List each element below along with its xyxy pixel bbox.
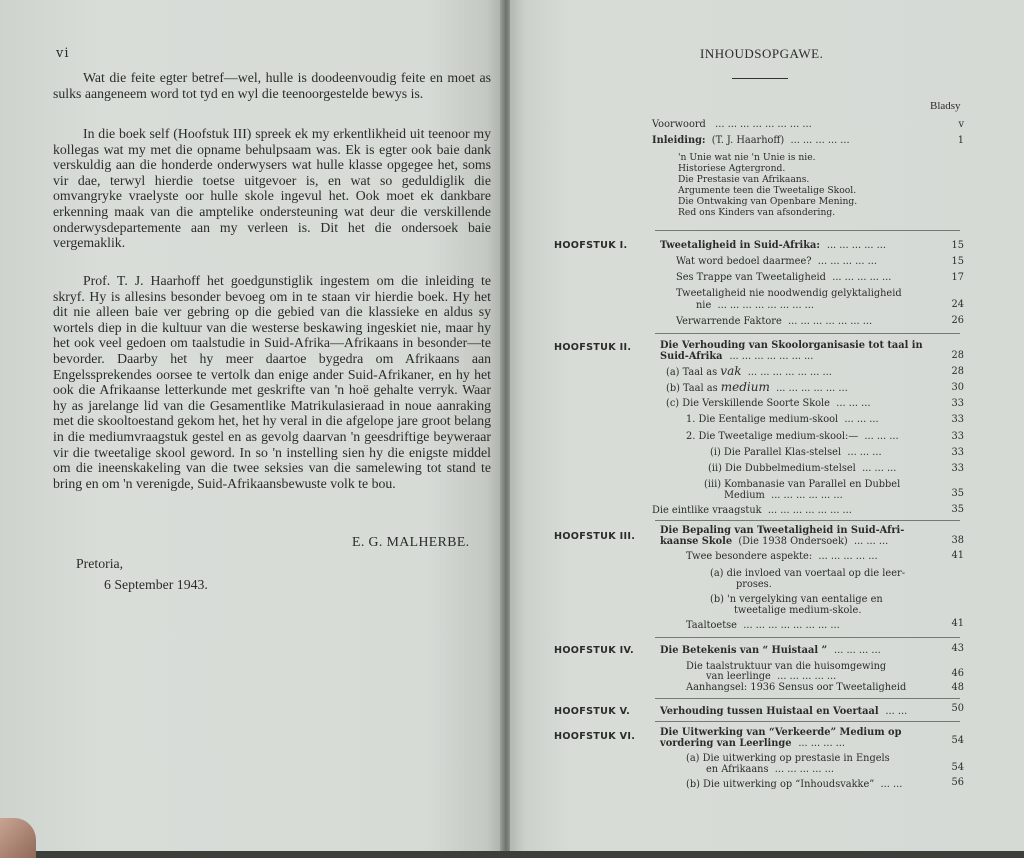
- page-column-header: Bladsy: [930, 100, 961, 112]
- toc-page: 38: [951, 535, 964, 546]
- toc-page: 35: [951, 504, 964, 515]
- toc-page: 24: [951, 299, 964, 310]
- toc-subentry: (b) Taal as medium ... ... ... ... ... ...: [666, 380, 848, 394]
- toc-page: 33: [951, 414, 964, 425]
- toc-page: 26: [951, 315, 964, 326]
- toc-subentry: Taaltoetse ... ... ... ... ... ... ... ...: [686, 620, 840, 631]
- paragraph-2: In die boek self (Hoofstuk III) spreek ek my erkentlikheid uit teenoor my kollegas wat my met die opname behulpsaam was. Ek is egter ook baie dank verskuldig aan die honderde onderwysers wat hulle klasse opgegee het, soms vir dae, terwyl hierdie toetse uitgevoer is, en wat so geduldiglik die omvangryke vraelyste oor hulle skole ingevul het. Ook moet ek dankbare erkenning maak van die amptelike ondersteuning wat deur die verskillende onderwysdepartemente aan my verleen is. Dit het die ondersoek baie vergemaklik.: [53, 126, 491, 251]
- separator-rule: [655, 721, 960, 722]
- toc-subentry-cont: van leerlinge ... ... ... ... ...: [706, 671, 837, 682]
- toc-subentry: (b) Die uitwerking op “Inhoudsvakke” ... ...: [686, 779, 903, 790]
- toc-page: 41: [951, 550, 964, 561]
- chapter-title-cont: Suid-Afrika ... ... ... ... ... ... ...: [660, 351, 814, 362]
- chapter-label: HOOFSTUK II.: [554, 342, 632, 353]
- toc-subentry: Wat word bedoel daarmee? ... ... ... ... ...: [676, 256, 877, 267]
- toc-subentry-cont: en Afrikaans ... ... ... ... ...: [706, 764, 834, 775]
- separator-rule: [655, 698, 960, 699]
- title-rule: [732, 78, 788, 79]
- toc-page: 54: [951, 735, 964, 746]
- toc-page: 15: [951, 240, 964, 251]
- toc-subentry: (iii) Kombanasie van Parallel en Dubbel: [704, 479, 901, 490]
- toc-subentry: Aanhangsel: 1936 Sensus oor Tweetaligheid: [686, 682, 907, 693]
- right-page: [510, 0, 1024, 851]
- signing-place: Pretoria,: [76, 556, 124, 571]
- chapter-title: Tweetaligheid in Suid-Afrika: ... ... ... ... ...: [660, 240, 886, 251]
- toc-page: 50: [951, 703, 964, 714]
- intro-topic: Red ons Kinders van afsondering.: [678, 207, 836, 218]
- paragraph-1: Wat die feite egter betref—wel, hulle is doodeenvoudig feite en moet as sulks aangeneem word tot tyd en wyl die teenoorgestelde bewys is.: [53, 70, 491, 101]
- author-signature: E. G. MALHERBE.: [352, 534, 470, 549]
- toc-subentry: (ii) Die Dubbelmedium-stelsel ... ... ...: [708, 463, 897, 474]
- chapter-label: HOOFSTUK IV.: [554, 645, 634, 656]
- chapter-title: Die Verhouding van Skoolorganisasie tot taal in: [660, 340, 923, 351]
- toc-page: 48: [951, 682, 964, 693]
- separator-rule: [655, 230, 960, 231]
- left-page: [0, 0, 502, 851]
- chapter-title: Die Uitwerking van “Verkeerde” Medium op: [660, 727, 902, 738]
- toc-subentry: Verwarrende Faktore ... ... ... ... ... ... ...: [676, 316, 873, 327]
- toc-subentry-cont: Medium ... ... ... ... ... ...: [724, 490, 843, 501]
- toc-subentry: Die eintlike vraagstuk ... ... ... ... ... ... ...: [652, 505, 852, 516]
- chapter-label: HOOFSTUK I.: [554, 240, 628, 251]
- signing-date: 6 September 1943.: [104, 577, 208, 592]
- separator-rule: [655, 333, 960, 334]
- toc-subentry-cont: tweetalige medium-skole.: [734, 605, 862, 616]
- chapter-label: HOOFSTUK V.: [554, 706, 631, 717]
- intro-topic: Historiese Agtergrond.: [678, 163, 786, 174]
- intro-topic: Die Prestasie van Afrikaans.: [678, 174, 810, 185]
- intro-topic: 'n Unie wat nie 'n Unie is nie.: [678, 152, 816, 163]
- toc-page: 28: [951, 350, 964, 361]
- toc-subentry: (i) Die Parallel Klas-stelsel ... ... ...: [710, 447, 882, 458]
- toc-page: 33: [951, 431, 964, 442]
- chapter-title: Verhouding tussen Huistaal en Voertaal ... ...: [660, 706, 908, 717]
- toc-page: 46: [951, 668, 964, 679]
- intro-topic: Die Ontwaking van Openbare Mening.: [678, 196, 858, 207]
- toc-subentry: 2. Die Tweetalige medium-skool:— ... ... ...: [686, 431, 899, 442]
- toc-subentry-cont: nie ... ... ... ... ... ... ... ...: [696, 300, 815, 311]
- toc-page: 35: [951, 488, 964, 499]
- toc-subentry: (a) die invloed van voertaal op die leer-: [710, 568, 906, 579]
- chapter-title-cont: kaanse Skole (Die 1938 Ondersoek) ... ... ...: [660, 536, 889, 547]
- toc-page: 1: [957, 135, 964, 146]
- toc-page: 33: [951, 447, 964, 458]
- toc-subentry: Die taalstruktuur van die huisomgewing: [686, 661, 887, 672]
- toc-subentry: Tweetaligheid nie noodwendig gelyktaligheid: [676, 288, 902, 299]
- chapter-title: Die Bepaling van Tweetaligheid in Suid-Afri-: [660, 525, 905, 536]
- toc-page: 15: [951, 256, 964, 267]
- page-number: vi: [56, 46, 70, 61]
- toc-entry-voorwoord: Voorwoord ... ... ... ... ... ... ... ...: [652, 119, 812, 130]
- toc-subentry: Ses Trappe van Tweetaligheid ... ... ... ... ...: [676, 272, 892, 283]
- toc-page: 41: [951, 618, 964, 629]
- toc-subentry: (a) Die uitwerking op prestasie in Engels: [686, 753, 890, 764]
- toc-page: 33: [951, 463, 964, 474]
- chapter-title-cont: vordering van Leerlinge ... ... ... ...: [660, 738, 846, 749]
- chapter-title: Die Betekenis van “ Huistaal ” ... ... ... ...: [660, 645, 881, 656]
- separator-rule: [655, 520, 960, 521]
- intro-topic: Argumente teen die Tweetalige Skool.: [678, 185, 857, 196]
- separator-rule: [655, 637, 960, 638]
- paragraph-3: Prof. T. J. Haarhoff het goedgunstiglik ingestem om die inleiding te skryf. Hy is allesins besonder bevoeg om in te staan vir hierdie boek. Hy het dit nie alleen baie ver gebring op die gebied van die klassieke en aldus sy wortels diep in die kultuur van die westerse beskawing ingeskiet nie, maar hy het ook veel gedoen om taalstudie in Suid-Afrika—Afrikaans in besonder—te bevorder. Daarby het hy meer daartoe bygedra om Afrikaans aan Engelssprekendes oorsee te vertolk dan enige ander Suid-Afrikaner, en hy het ook die Afrikaanse letterkunde met geskrifte van 'n hoë gehalte verryk. Waar hy as jarelange lid van die Gesamentlike Matrikulasieraad in noue aanraking met die skooltoestand gekom het, het hy veral in die afgelope jare groot belang in die mediumvraagstuk gestel en as gevolg daarvan 'n geesdriftige beywerаar vir die tweetalige skool geword. In so 'n instelling sien hy die enigste middel om die ineenskakeling van die twee seksies van die samelewing tot stand te bring en om 'n verenigde, Suid-Afrikaansbewuste volk te bou.: [53, 273, 491, 491]
- toc-subentry: (a) Taal as vak ... ... ... ... ... ... ...: [666, 364, 832, 378]
- toc-subentry: (b) 'n vergelyking van eentalige en: [710, 594, 883, 605]
- toc-page: 17: [951, 272, 964, 283]
- toc-page: 28: [951, 366, 964, 377]
- chapter-label: HOOFSTUK VI.: [554, 731, 636, 742]
- toc-subentry: 1. Die Eentalige medium-skool ... ... ...: [686, 414, 879, 425]
- chapter-label: HOOFSTUK III.: [554, 531, 636, 542]
- toc-subentry-cont: proses.: [736, 579, 772, 590]
- toc-subentry: Twee besondere aspekte: ... ... ... ... ...: [686, 551, 878, 562]
- toc-page: 43: [951, 643, 964, 654]
- toc-page: 56: [951, 777, 964, 788]
- toc-page: 54: [951, 762, 964, 773]
- toc-entry-inleiding: Inleiding: (T. J. Haarhoff) ... ... ... ... ...: [652, 135, 850, 146]
- toc-page: 30: [951, 382, 964, 393]
- toc-page: v: [958, 119, 964, 130]
- toc-title: INHOUDSOPGAWE.: [700, 46, 824, 61]
- toc-subentry: (c) Die Verskillende Soorte Skole ... ... ...: [666, 398, 871, 409]
- toc-page: 33: [951, 398, 964, 409]
